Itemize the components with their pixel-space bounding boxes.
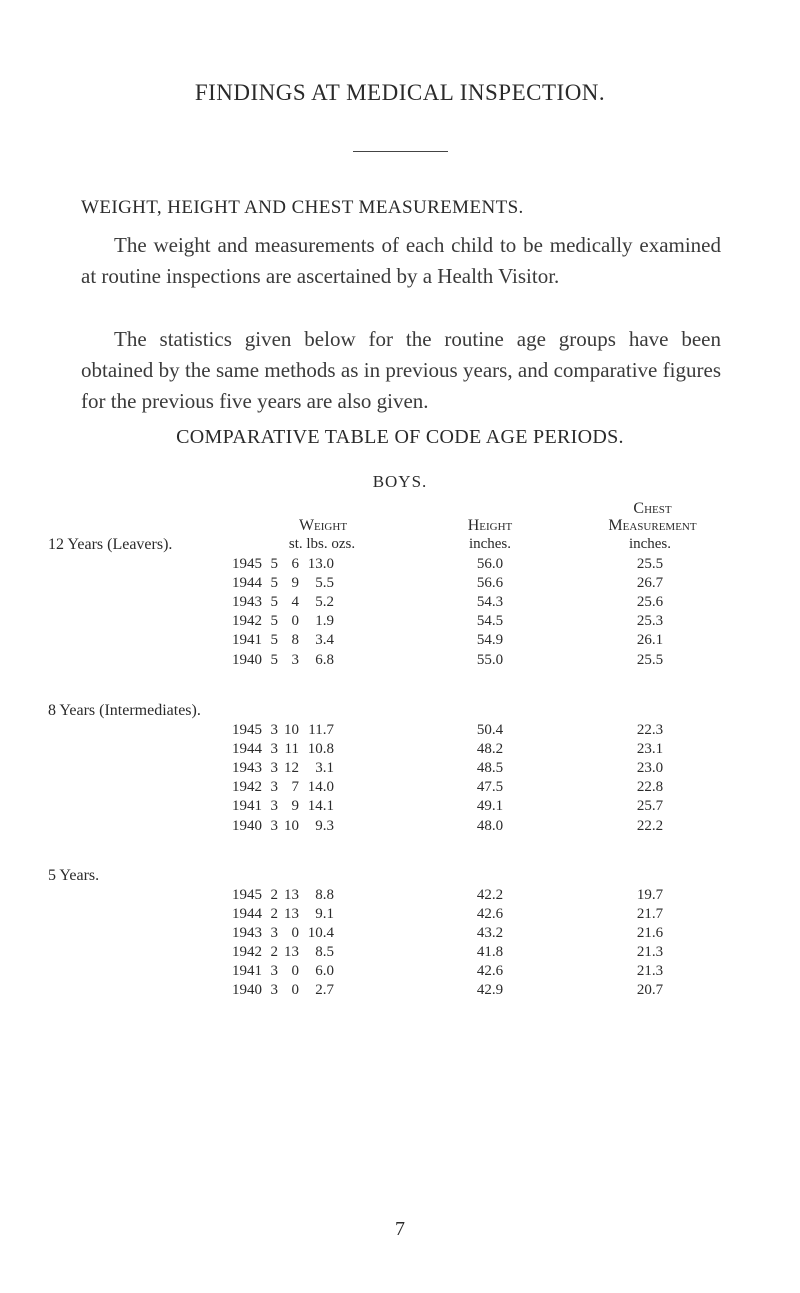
chest-cell: 22.3 <box>636 722 664 738</box>
stones-cell: 2 <box>270 906 278 922</box>
chest-cell: 23.0 <box>636 760 664 776</box>
ounces-cell: 8.5 <box>315 944 334 960</box>
year-cell: 1943 <box>232 594 262 610</box>
page-number: 7 <box>395 1218 405 1240</box>
ounces-cell: 10.4 <box>307 925 334 941</box>
year-cell: 1944 <box>232 575 262 591</box>
height-cell: 43.2 <box>476 925 504 941</box>
year-cell: 1944 <box>232 906 262 922</box>
chest-cell: 23.1 <box>636 741 664 757</box>
ounces-cell: 3.4 <box>315 632 334 648</box>
ounces-cell: 9.1 <box>315 906 334 922</box>
year-cell: 1942 <box>232 944 262 960</box>
pounds-cell: 13 <box>284 887 299 903</box>
stones-cell: 3 <box>270 818 278 834</box>
chest-cell: 21.3 <box>636 944 664 960</box>
chest-cell: 25.6 <box>636 594 664 610</box>
boys-label: BOYS. <box>372 472 428 491</box>
pounds-cell: 13 <box>284 906 299 922</box>
ounces-cell: 13.0 <box>307 556 334 572</box>
ounces-cell: 8.8 <box>315 887 334 903</box>
year-cell: 1942 <box>232 613 262 629</box>
pounds-cell: 11 <box>284 741 299 757</box>
stones-cell: 3 <box>270 722 278 738</box>
ounces-cell: 3.1 <box>315 760 334 776</box>
height-cell: 56.6 <box>476 575 504 591</box>
chest-cell: 25.3 <box>636 613 664 629</box>
weight-header: Weight <box>298 517 348 534</box>
pounds-cell: 0 <box>291 925 299 941</box>
table-title: COMPARATIVE TABLE OF CODE AGE PERIODS. <box>176 426 624 448</box>
group-label-five-years: 5 Years. <box>48 867 100 884</box>
year-cell: 1943 <box>232 925 262 941</box>
weight-units: st. lbs. ozs. <box>288 536 356 552</box>
height-cell: 54.5 <box>476 613 504 629</box>
year-cell: 1942 <box>232 779 262 795</box>
chest-cell: 20.7 <box>636 982 664 998</box>
year-cell: 1940 <box>232 818 262 834</box>
year-cell: 1943 <box>232 760 262 776</box>
pounds-cell: 9 <box>291 798 299 814</box>
height-cell: 48.5 <box>476 760 504 776</box>
chest-cell: 25.7 <box>636 798 664 814</box>
group-label-leavers: 12 Years (Leavers). <box>48 536 173 553</box>
chest-header-bottom: Measurement <box>608 517 697 534</box>
stones-cell: 5 <box>270 556 278 572</box>
height-cell: 55.0 <box>476 652 504 668</box>
stones-cell: 5 <box>270 652 278 668</box>
ounces-cell: 2.7 <box>315 982 334 998</box>
stones-cell: 3 <box>270 760 278 776</box>
stones-cell: 2 <box>270 944 278 960</box>
chest-cell: 22.2 <box>636 818 664 834</box>
height-units: inches. <box>468 536 512 552</box>
year-cell: 1945 <box>232 722 262 738</box>
chest-cell: 25.5 <box>636 556 664 572</box>
method-paragraph: The statistics given below for the routine age groups have been obtained by the same methods as in previous years, and comparative figures for the previous five years are also given. <box>81 327 721 413</box>
year-cell: 1941 <box>232 632 262 648</box>
title-divider <box>353 151 448 152</box>
ounces-cell: 11.7 <box>308 722 334 738</box>
pounds-cell: 9 <box>291 575 299 591</box>
height-cell: 54.9 <box>476 632 504 648</box>
ounces-cell: 5.2 <box>315 594 334 610</box>
height-cell: 42.6 <box>476 906 504 922</box>
ounces-cell: 6.0 <box>315 963 334 979</box>
chest-cell: 25.5 <box>636 652 664 668</box>
pounds-cell: 3 <box>291 652 299 668</box>
pounds-cell: 10 <box>284 818 299 834</box>
height-cell: 42.6 <box>476 963 504 979</box>
stones-cell: 5 <box>270 613 278 629</box>
height-cell: 42.2 <box>476 887 504 903</box>
pounds-cell: 13 <box>284 944 299 960</box>
height-header: Height <box>467 517 513 534</box>
chest-cell: 19.7 <box>636 887 664 903</box>
stones-cell: 2 <box>270 887 278 903</box>
stones-cell: 3 <box>270 925 278 941</box>
intro-paragraph: The weight and measurements of each child to be medically examined at routine inspections are ascertained by a Health Visitor. <box>81 233 721 288</box>
year-cell: 1944 <box>232 741 262 757</box>
page-title: FINDINGS AT MEDICAL INSPECTION. <box>194 80 606 105</box>
ounces-cell: 14.0 <box>307 779 334 795</box>
ounces-cell: 1.9 <box>315 613 334 629</box>
year-cell: 1941 <box>232 963 262 979</box>
stones-cell: 5 <box>270 575 278 591</box>
height-cell: 42.9 <box>476 982 504 998</box>
height-cell: 50.4 <box>476 722 504 738</box>
stones-cell: 5 <box>270 632 278 648</box>
height-cell: 56.0 <box>476 556 504 572</box>
stones-cell: 3 <box>270 798 278 814</box>
group-label-intermediates: 8 Years (Intermediates). <box>48 702 201 719</box>
ounces-cell: 10.8 <box>307 741 334 757</box>
ounces-cell: 14.1 <box>307 798 334 814</box>
stones-cell: 3 <box>270 741 278 757</box>
year-cell: 1941 <box>232 798 262 814</box>
height-cell: 48.2 <box>476 741 504 757</box>
stones-cell: 3 <box>270 963 278 979</box>
chest-cell: 26.1 <box>636 632 664 648</box>
pounds-cell: 12 <box>284 760 299 776</box>
chest-header-top: Chest <box>633 500 672 517</box>
ounces-cell: 5.5 <box>315 575 334 591</box>
stones-cell: 3 <box>270 982 278 998</box>
chest-cell: 21.6 <box>636 925 664 941</box>
height-cell: 41.8 <box>476 944 504 960</box>
pounds-cell: 8 <box>291 632 299 648</box>
chest-cell: 21.3 <box>636 963 664 979</box>
pounds-cell: 7 <box>291 779 299 795</box>
height-cell: 54.3 <box>476 594 504 610</box>
height-cell: 47.5 <box>476 779 504 795</box>
pounds-cell: 4 <box>291 594 299 610</box>
pounds-cell: 0 <box>291 982 299 998</box>
pounds-cell: 0 <box>291 613 299 629</box>
pounds-cell: 6 <box>291 556 299 572</box>
chest-cell: 22.8 <box>636 779 664 795</box>
year-cell: 1945 <box>232 556 262 572</box>
stones-cell: 3 <box>270 779 278 795</box>
stones-cell: 5 <box>270 594 278 610</box>
ounces-cell: 9.3 <box>315 818 334 834</box>
chest-units: inches. <box>628 536 672 552</box>
year-cell: 1940 <box>232 982 262 998</box>
pounds-cell: 0 <box>291 963 299 979</box>
year-cell: 1940 <box>232 652 262 668</box>
section-subtitle: WEIGHT, HEIGHT AND CHEST MEASUREMENTS. <box>81 197 524 218</box>
chest-cell: 26.7 <box>636 575 664 591</box>
year-cell: 1945 <box>232 887 262 903</box>
ounces-cell: 6.8 <box>315 652 334 668</box>
height-cell: 48.0 <box>476 818 504 834</box>
pounds-cell: 10 <box>284 722 299 738</box>
chest-cell: 21.7 <box>636 906 664 922</box>
height-cell: 49.1 <box>476 798 504 814</box>
